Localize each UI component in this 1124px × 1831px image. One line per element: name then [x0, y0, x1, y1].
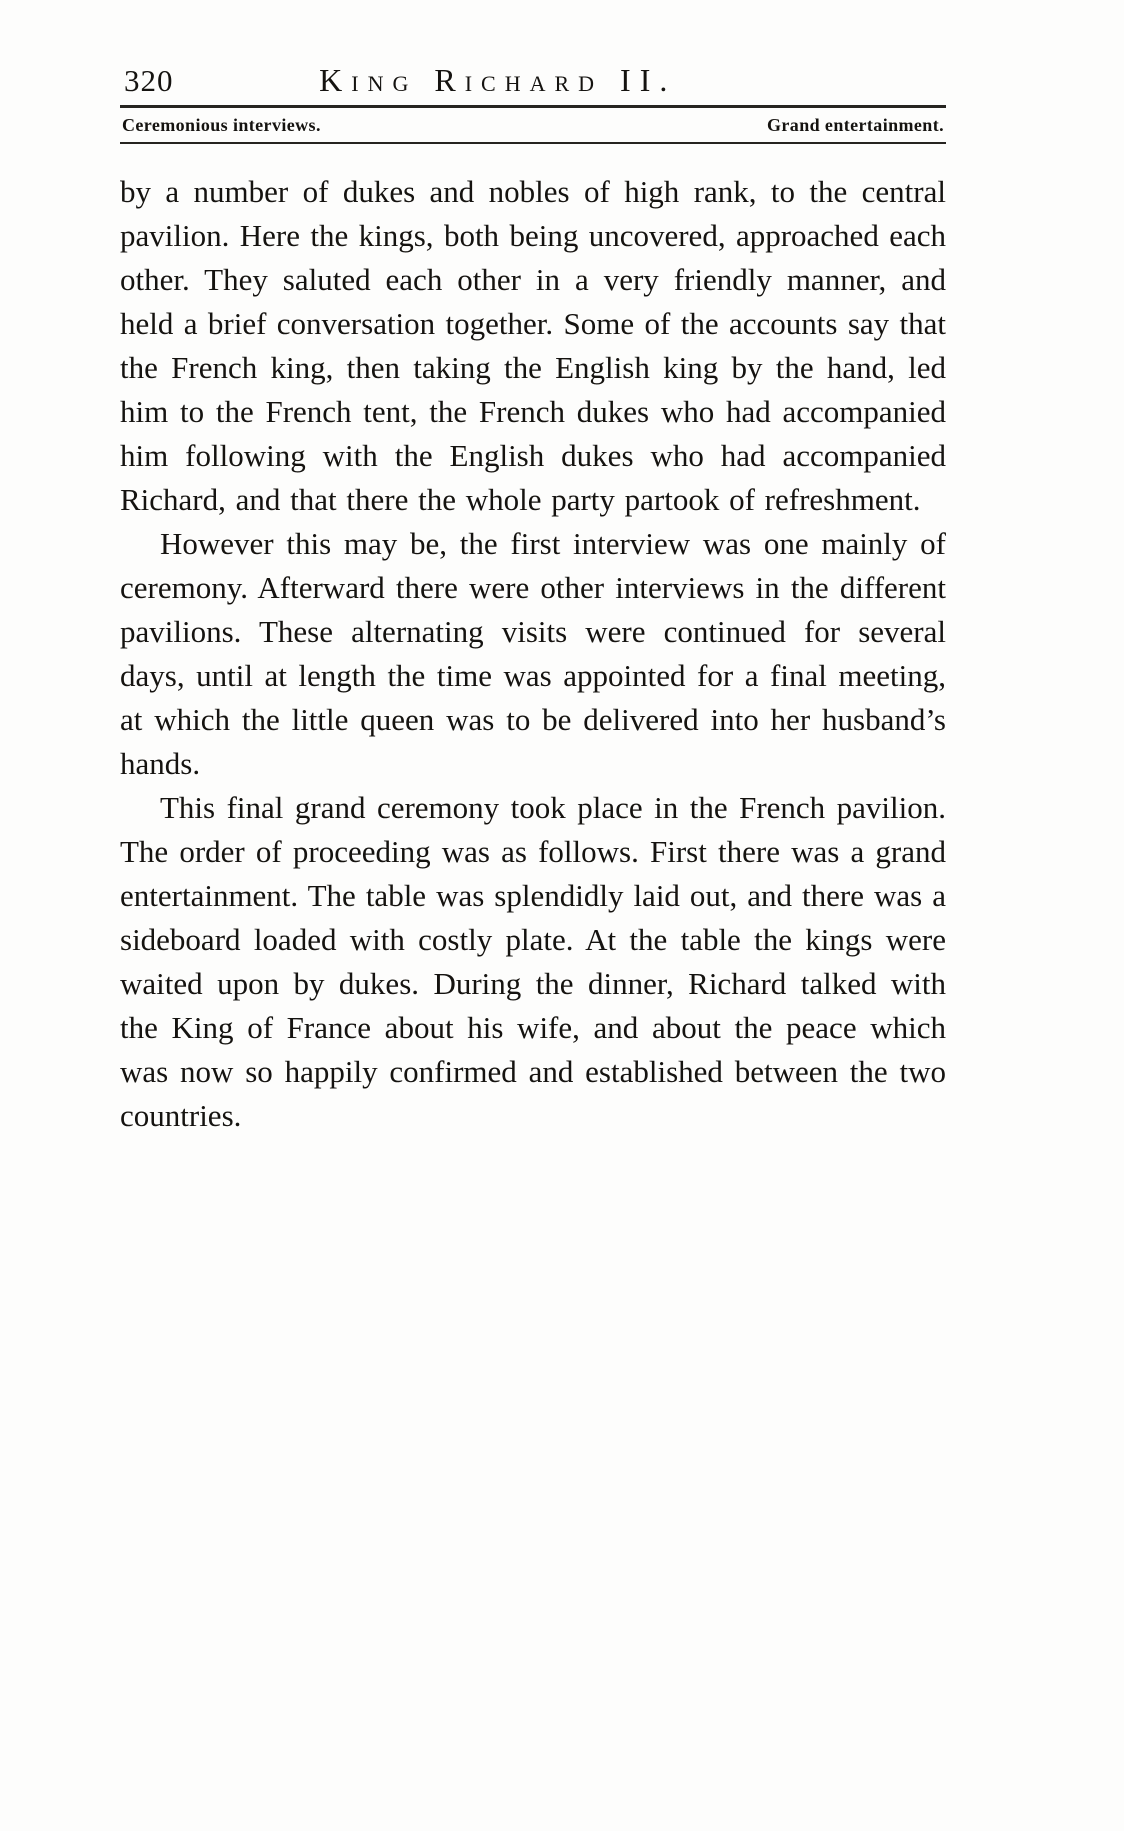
page-header	[120, 62, 946, 105]
running-head-left: Ceremonious interviews.	[122, 115, 321, 135]
page-title: King Richard II.	[319, 62, 677, 98]
paragraph: by a number of dukes and nobles of high rank, to the central pavilion. Here the kings, both being uncovered, approached each other. They saluted each other in a very friendly manner, and held a brief conversation together. Some of the accounts say that the French king, then taking the English king by the hand, led him to the French tent, the French dukes who had accompanied him following with the English dukes who had accompanied Richard, and that there the whole party partook of refreshment.	[120, 174, 946, 517]
body-text	[120, 170, 946, 1138]
running-head-rule	[120, 142, 946, 144]
paragraph: This final grand ceremony took place in the French pavilion. The order of proceeding was as follows. First there was a grand entertainment. The table was splendidly laid out, and there was a sideboard loaded with costly plate. At the table the kings were waited upon by dukes. During the dinner, Richard talked with the King of France about his wife, and about the peace which was now so happily confirmed and established between the two countries.	[120, 790, 946, 1133]
paragraph: However this may be, the first interview was one mainly of ceremony. Afterward there were other interviews in the different pavilions. These alternating visits were continued for several days, until at length the time was appointed for a final meeting, at which the little queen was to be delivered into her husband’s hands.	[120, 526, 946, 781]
page-number: 320	[124, 63, 174, 98]
running-heads	[120, 110, 946, 142]
running-head-right: Grand entertainment.	[767, 115, 944, 135]
header-rule	[120, 105, 946, 108]
